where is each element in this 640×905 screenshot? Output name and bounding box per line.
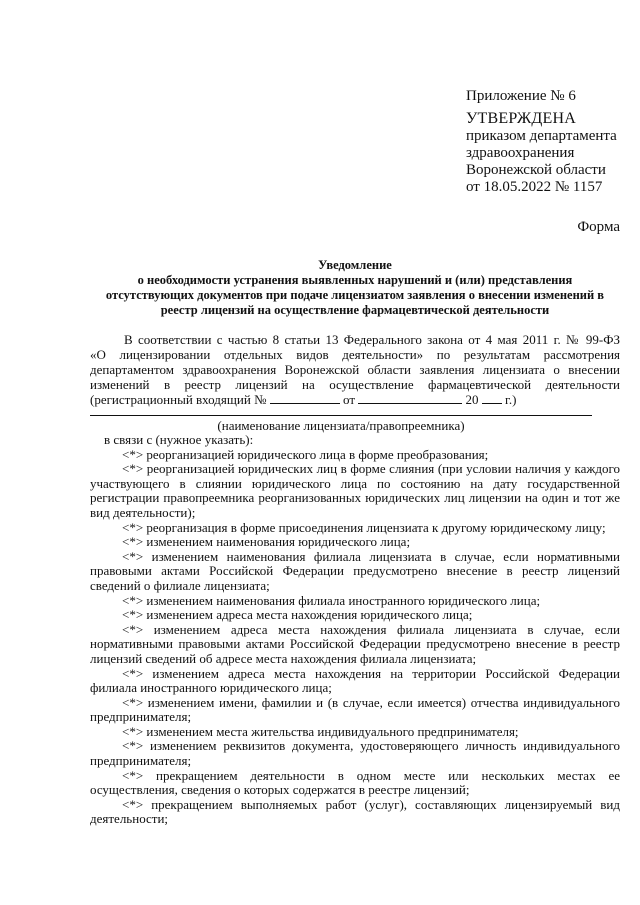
list-item: <*> реорганизацией юридических лиц в форме слияния (при условии наличия у каждого участвующего в слиянии юридического лица по состоянию на дату государственной регистрации правопреемника реорганизованных юридических лиц лицензии на один и тот же вид деятельности); xyxy=(90,461,620,520)
licensee-name-line[interactable] xyxy=(90,415,592,416)
approved-heading: УТВЕРЖДЕНА xyxy=(466,110,577,127)
list-item: <*> прекращением выполняемых работ (услуг), составляющих лицензируемый вид деятельности; xyxy=(90,796,620,827)
approval-line: приказом департамента xyxy=(466,128,617,144)
list-item: <*> изменением адреса места нахождения филиала лицензиата в случае, если нормативными правовыми актами Российской Федерации предусмотрено внесение в реестр лицензий сведений об адресе места нахождения филиала лицензиата; xyxy=(90,621,620,666)
approval-line: от 18.05.2022 № 1157 xyxy=(466,179,603,195)
list-item: <*> изменением имени, фамилии и (в случае, если имеется) отчества индивидуального предпринимателя; xyxy=(90,694,620,725)
list-item: <*> изменением адреса места нахождения на территории Российской Федерации филиала иностранного юридического лица; xyxy=(90,665,620,696)
list-item: <*> изменением реквизитов документа, удостоверяющего личность индивидуального предпринимателя; xyxy=(90,738,620,769)
reasons-lead: в связи с (нужное указать): xyxy=(104,432,254,447)
list-item: <*> изменением наименования юридического лица; xyxy=(122,534,411,550)
registration-from: от xyxy=(342,392,355,407)
document-title xyxy=(90,258,620,318)
list-item: <*> реорганизацией юридического лица в форме преобразования; xyxy=(122,446,489,462)
registration-line xyxy=(90,392,620,407)
list-item: <*> изменением наименования филиала лицензиата в случае, если нормативными правовыми актами Российской Федерации предусмотрено внесение в реестр лицензий сведений о филиале лицензиата; xyxy=(90,548,620,593)
title-line: реестр лицензий на осуществление фармацевтической деятельности xyxy=(160,303,550,317)
title-line: о необходимости устранения выявленных нарушений и (или) представления xyxy=(137,273,573,287)
approval-line: Воронежской области xyxy=(466,162,606,178)
registration-suffix: г.) xyxy=(505,392,517,407)
registration-number-blank[interactable] xyxy=(270,392,340,404)
appendix-number: Приложение № 6 xyxy=(466,88,576,104)
list-item: <*> прекращением деятельности в одном месте или нескольких местах ее осуществления, сведения о которых содержатся в реестре лицензий; xyxy=(90,767,620,798)
intro-line: изменений в реестр лицензий на осуществление фармацевтической деятельности xyxy=(90,377,620,392)
intro-line: «О лицензировании отдельных видов деятельности» по результатам рассмотрения xyxy=(90,347,620,362)
intro-line: департаментом здравоохранения Воронежской области заявления лицензиата о внесении xyxy=(90,362,620,377)
intro-line: В соответствии с частью 8 статьи 13 Федерального закона от 4 мая 2011 г. № 99-ФЗ xyxy=(124,332,620,347)
approval-line: здравоохранения xyxy=(466,145,575,161)
licensee-caption: (наименование лицензиата/правопреемника) xyxy=(217,418,465,433)
form-label: Форма xyxy=(577,219,620,235)
registration-prefix: (регистрационный входящий № xyxy=(90,392,267,407)
list-item: <*> изменением наименования филиала иностранного юридического лица; xyxy=(122,592,541,608)
intro-paragraph xyxy=(90,332,620,407)
approval-block xyxy=(466,102,617,196)
registration-year-blank[interactable] xyxy=(482,392,502,404)
reasons-list xyxy=(90,433,620,827)
registration-year: 20 xyxy=(465,392,479,407)
title-line: отсутствующих документов при подаче лицензиатом заявления о внесении изменений в xyxy=(105,288,605,302)
list-item: <*> реорганизация в форме присоединения лицензиата к другому юридическому лицу; xyxy=(122,519,606,535)
title-line: Уведомление xyxy=(318,258,392,272)
list-item: <*> изменением адреса места нахождения юридического лица; xyxy=(122,607,473,623)
list-item: <*> изменением места жительства индивидуального предпринимателя; xyxy=(122,723,519,739)
registration-date-blank[interactable] xyxy=(358,392,462,404)
